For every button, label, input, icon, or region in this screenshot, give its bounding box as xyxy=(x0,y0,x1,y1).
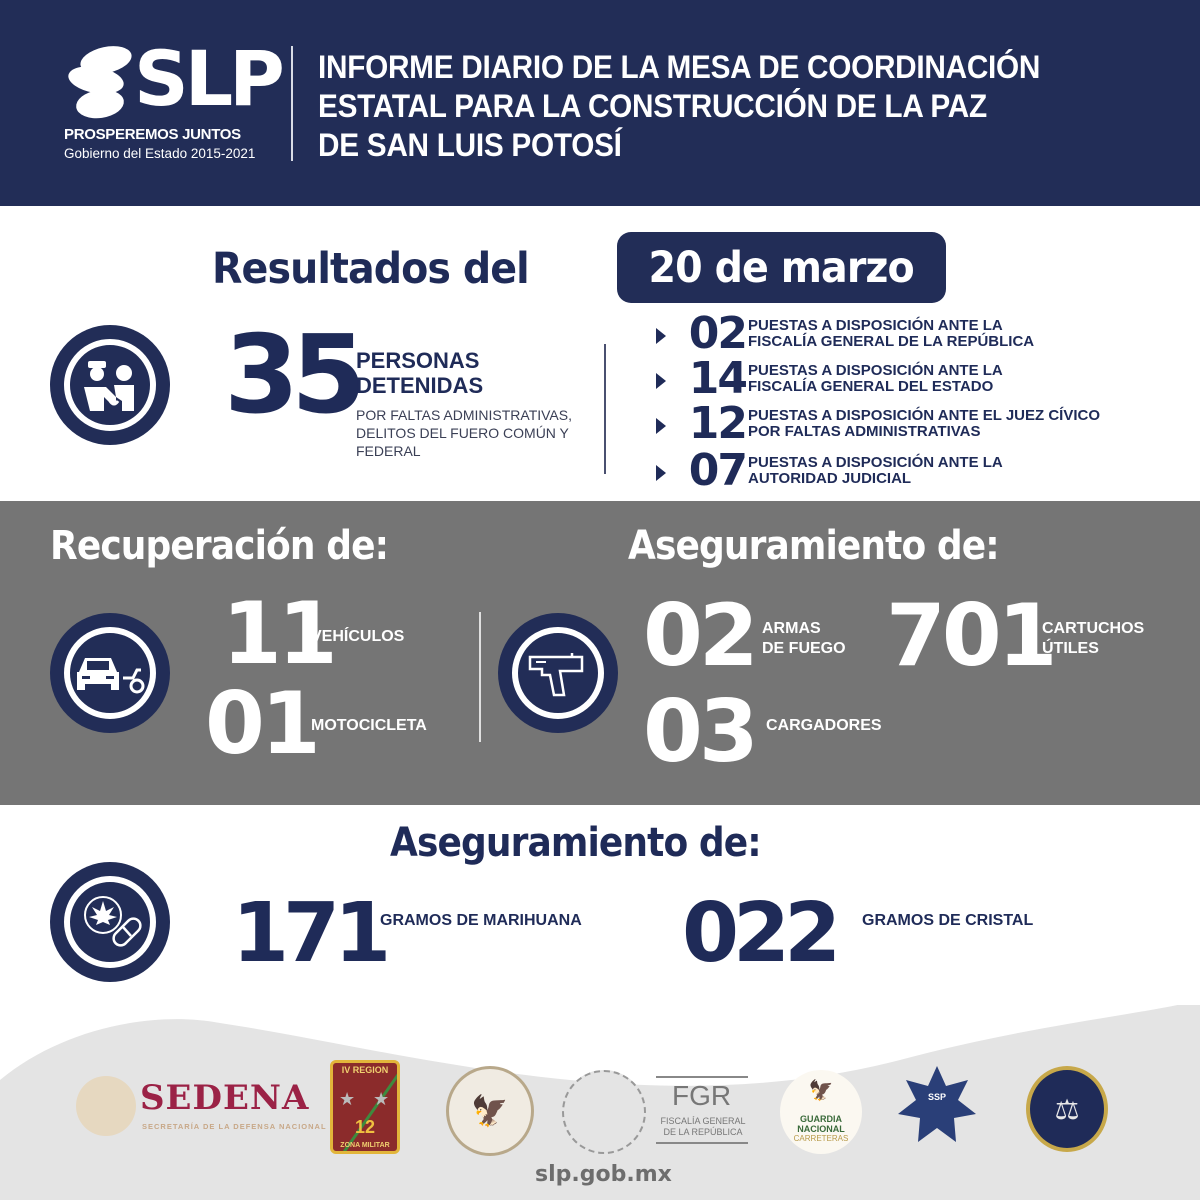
website-url[interactable]: slp.gob.mx xyxy=(535,1162,672,1187)
date-text: 20 de marzo xyxy=(648,242,915,293)
motorcycles-label: MOTOCICLETA xyxy=(311,717,427,734)
recovery-title: Recuperación de: xyxy=(50,523,389,569)
cannabis-pill-icon xyxy=(77,889,143,955)
header-banner xyxy=(0,0,1200,206)
weapon-icon-badge xyxy=(498,613,618,733)
line: DE LA REPÚBLICA xyxy=(663,1127,743,1137)
disposition-count: 12 xyxy=(688,398,746,449)
detained-description xyxy=(356,406,572,460)
line: FISCALÍA GENERAL xyxy=(660,1116,746,1126)
star-icon: ★ xyxy=(373,1089,390,1110)
sedena-subtitle: SECRETARÍA DE LA DEFENSA NACIONAL xyxy=(142,1122,327,1131)
divider xyxy=(479,612,481,742)
report-title xyxy=(318,48,1178,165)
magazines-label: CARGADORES xyxy=(766,717,882,734)
results-title: Resultados del xyxy=(212,244,529,294)
description-line: POR FALTAS ADMINISTRATIVAS, xyxy=(356,407,573,423)
weapons-seizure-title: Aseguramiento de: xyxy=(628,523,999,569)
logo-government: Gobierno del Estado 2015-2021 xyxy=(64,146,256,161)
disposition-text xyxy=(748,318,1034,350)
crystal-label: GRAMOS DE CRISTAL xyxy=(862,912,1034,929)
bullet-triangle-icon xyxy=(656,373,666,389)
disposition-count: 14 xyxy=(688,353,746,404)
arrest-icon xyxy=(78,355,142,415)
disposition-item xyxy=(652,445,1152,501)
line: GUARDIA xyxy=(800,1114,842,1124)
zone-number: 12 xyxy=(355,1117,376,1137)
detained-label-line: PERSONAS xyxy=(356,348,480,373)
fiscalia-estado-seal xyxy=(1026,1066,1108,1152)
cartridges-label xyxy=(1042,619,1144,659)
firearms-label xyxy=(762,619,846,659)
drug-icon-badge xyxy=(50,862,170,982)
header-divider xyxy=(291,46,293,161)
star-icon: ★ xyxy=(339,1089,356,1110)
scales-of-justice-icon: ⚖ xyxy=(1054,1092,1080,1126)
line: CARTUCHOS xyxy=(1042,620,1145,637)
stripe xyxy=(343,1069,400,1153)
car-motorcycle-icon xyxy=(73,648,147,698)
description-line: FEDERAL xyxy=(356,443,421,459)
ssp-text: SSP xyxy=(927,1092,947,1102)
eagle-icon: 🦅 xyxy=(471,1093,509,1129)
line: ÚTILES xyxy=(1042,640,1099,657)
fgr-acronym: FGR xyxy=(672,1080,732,1111)
bullet-triangle-icon xyxy=(656,418,666,434)
title-line-1: INFORME DIARIO DE LA MESA DE COORDINACIÓN xyxy=(318,49,1041,85)
divider xyxy=(656,1076,748,1078)
line: FISCALÍA GENERAL DEL ESTADO xyxy=(748,378,994,395)
marijuana-grams: 171 xyxy=(232,886,386,981)
detained-label xyxy=(356,348,483,398)
line: PUESTAS A DISPOSICIÓN ANTE LA xyxy=(748,362,1003,379)
handgun-icon xyxy=(526,647,590,699)
disposition-count: 07 xyxy=(688,445,746,496)
marijuana-label: GRAMOS DE MARIHUANA xyxy=(380,912,582,929)
line: AUTORIDAD JUDICIAL xyxy=(748,470,912,487)
fgr-name xyxy=(658,1116,748,1138)
guardia-nacional-seal xyxy=(446,1066,534,1156)
disposition-text xyxy=(748,455,1003,487)
mexico-coat-of-arms xyxy=(562,1070,646,1154)
line: PUESTAS A DISPOSICIÓN ANTE EL JUEZ CÍVICO xyxy=(748,407,1100,424)
slp-logo xyxy=(60,34,281,169)
partner-logos xyxy=(0,1060,1200,1160)
sedena-logo: SEDENA xyxy=(140,1078,310,1118)
line: FISCALÍA GENERAL DE LA REPÚBLICA xyxy=(748,333,1035,350)
arrest-icon-badge xyxy=(50,325,170,445)
line: CARRETERAS xyxy=(793,1134,849,1143)
vehicle-icon-badge xyxy=(50,613,170,733)
line: ARMAS xyxy=(762,620,821,637)
title-line-3: DE SAN LUIS POTOSÍ xyxy=(318,127,622,163)
detained-label-line: DETENIDAS xyxy=(356,373,484,398)
cartridges-count: 701 xyxy=(886,586,1054,686)
bullet-triangle-icon xyxy=(656,465,666,481)
detained-count: 35 xyxy=(224,313,359,438)
logo-tagline: PROSPEREMOS JUNTOS xyxy=(64,126,241,143)
magazines-count: 03 xyxy=(643,682,755,782)
line: POR FALTAS ADMINISTRATIVAS xyxy=(748,423,981,440)
line: NACIONAL xyxy=(797,1124,845,1134)
motorcycles-count: 01 xyxy=(205,674,317,774)
line: PUESTAS A DISPOSICIÓN ANTE LA xyxy=(748,454,1003,471)
drugs-seizure-title: Aseguramiento de: xyxy=(390,820,761,866)
zone-label: ZONA MILITAR xyxy=(340,1142,390,1149)
disposition-text xyxy=(748,408,1100,440)
recovery-seizure-band xyxy=(0,501,1200,805)
divider xyxy=(604,344,606,474)
disposition-text xyxy=(748,363,1003,395)
vehicles-count: 11 xyxy=(222,584,334,684)
line: DE FUEGO xyxy=(762,640,846,657)
line: PUESTAS A DISPOSICIÓN ANTE LA xyxy=(748,317,1003,334)
description-line: DELITOS DEL FUERO COMÚN Y xyxy=(356,425,569,441)
zona-militar-badge xyxy=(330,1060,400,1154)
divider xyxy=(656,1142,748,1144)
mexico-seal-icon xyxy=(76,1076,136,1136)
gn-text xyxy=(780,1114,862,1144)
ssp-star-badge xyxy=(896,1064,978,1150)
disposition-count: 02 xyxy=(688,308,746,359)
eagle-icon: 🦅 xyxy=(808,1078,834,1102)
region-text: IV REGION xyxy=(341,1065,389,1075)
crystal-grams: 022 xyxy=(682,886,836,981)
gn-carreteras-logo xyxy=(780,1070,862,1154)
logo-brand: SLP xyxy=(134,34,281,123)
date-badge xyxy=(617,232,946,303)
bullet-triangle-icon xyxy=(656,328,666,344)
vehicles-label: VEHÍCULOS xyxy=(311,628,405,645)
title-line-2: ESTATAL PARA LA CONSTRUCCIÓN DE LA PAZ xyxy=(318,88,987,124)
firearms-count: 02 xyxy=(643,586,755,686)
